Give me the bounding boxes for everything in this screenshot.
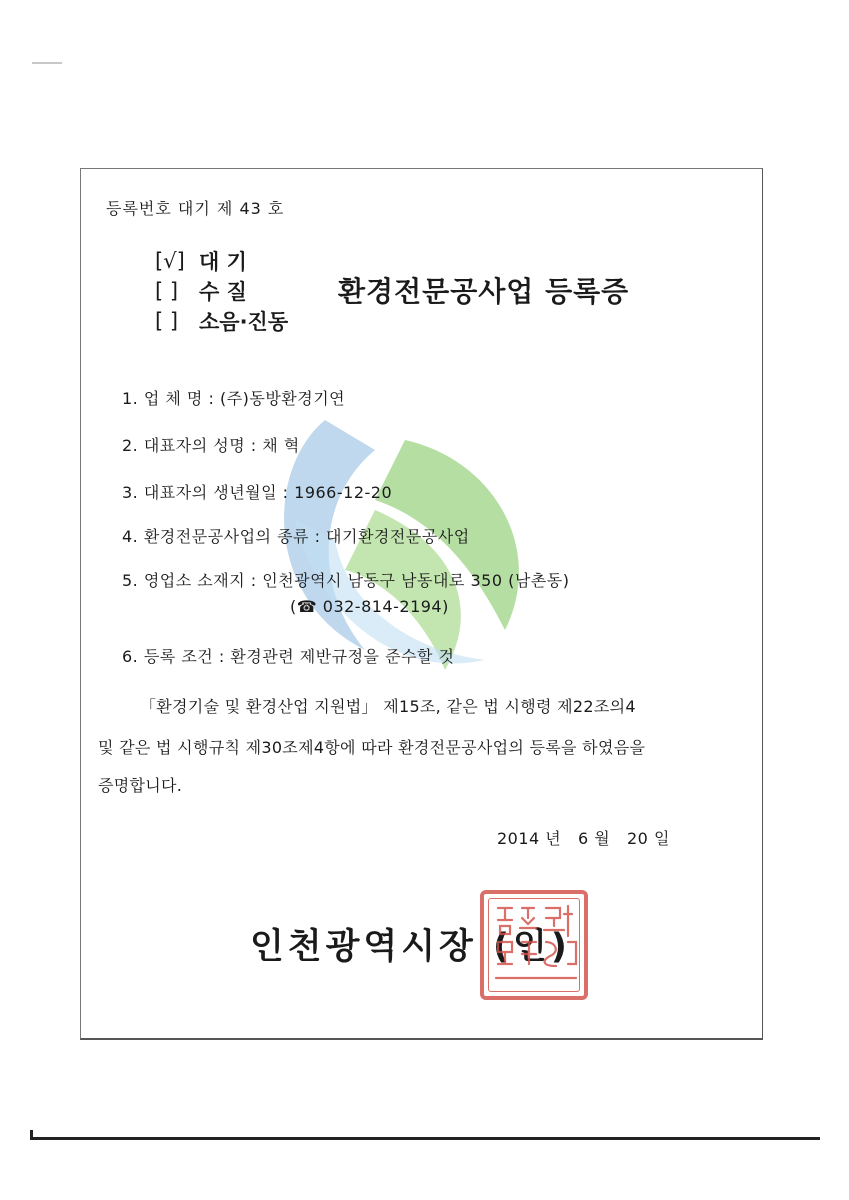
page-bottom-line xyxy=(30,1137,820,1140)
official-seal xyxy=(480,890,588,1000)
category-checkbox: [ ] xyxy=(155,279,179,303)
body-line-1: 「환경기술 및 환경산업 지원법」 제15조, 같은 법 시행령 제22조의4 xyxy=(140,697,636,716)
item-business-type: 4. 환경전문공사업의 종류 : 대기환경전문공사업 xyxy=(122,527,470,546)
issuer-signature: 인천광역시장 (인) xyxy=(250,927,571,967)
scan-artifact xyxy=(32,62,62,64)
item-condition: 6. 등록 조건 : 환경관련 제반규정을 준수할 것 xyxy=(122,647,455,666)
seal-glyphs xyxy=(484,894,584,996)
item-company-name: 1. 업 체 명 : (주)동방환경기연 xyxy=(122,389,346,408)
category-label: 수 질 xyxy=(199,280,247,304)
category-checkbox: [√] xyxy=(155,249,185,273)
body-line-3: 증명합니다. xyxy=(98,776,183,795)
item-phone: (☎ 032-814-2194) xyxy=(290,597,449,616)
category-noise-vibration xyxy=(155,306,288,336)
category-label: 대 기 xyxy=(199,250,247,274)
certificate-title: 환경전문공사업 등록증 xyxy=(338,275,630,308)
category-air xyxy=(155,246,247,276)
category-label: 소음·진동 xyxy=(199,310,289,334)
category-checkbox: [ ] xyxy=(155,309,179,333)
registration-number: 등록번호 대기 제 43 호 xyxy=(106,199,285,218)
item-birthdate: 3. 대표자의 생년월일 : 1966-12-20 xyxy=(122,483,393,502)
category-water xyxy=(155,276,247,306)
item-representative: 2. 대표자의 성명 : 채 혁 xyxy=(122,436,300,455)
item-address: 5. 영업소 소재지 : 인천광역시 남동구 남동대로 350 (남촌동) xyxy=(122,571,570,590)
body-line-2: 및 같은 법 시행규칙 제30조제4항에 따라 환경전문공사업의 등록을 하였음을 xyxy=(98,738,646,757)
issue-date: 2014 년 6 월 20 일 xyxy=(497,829,670,848)
